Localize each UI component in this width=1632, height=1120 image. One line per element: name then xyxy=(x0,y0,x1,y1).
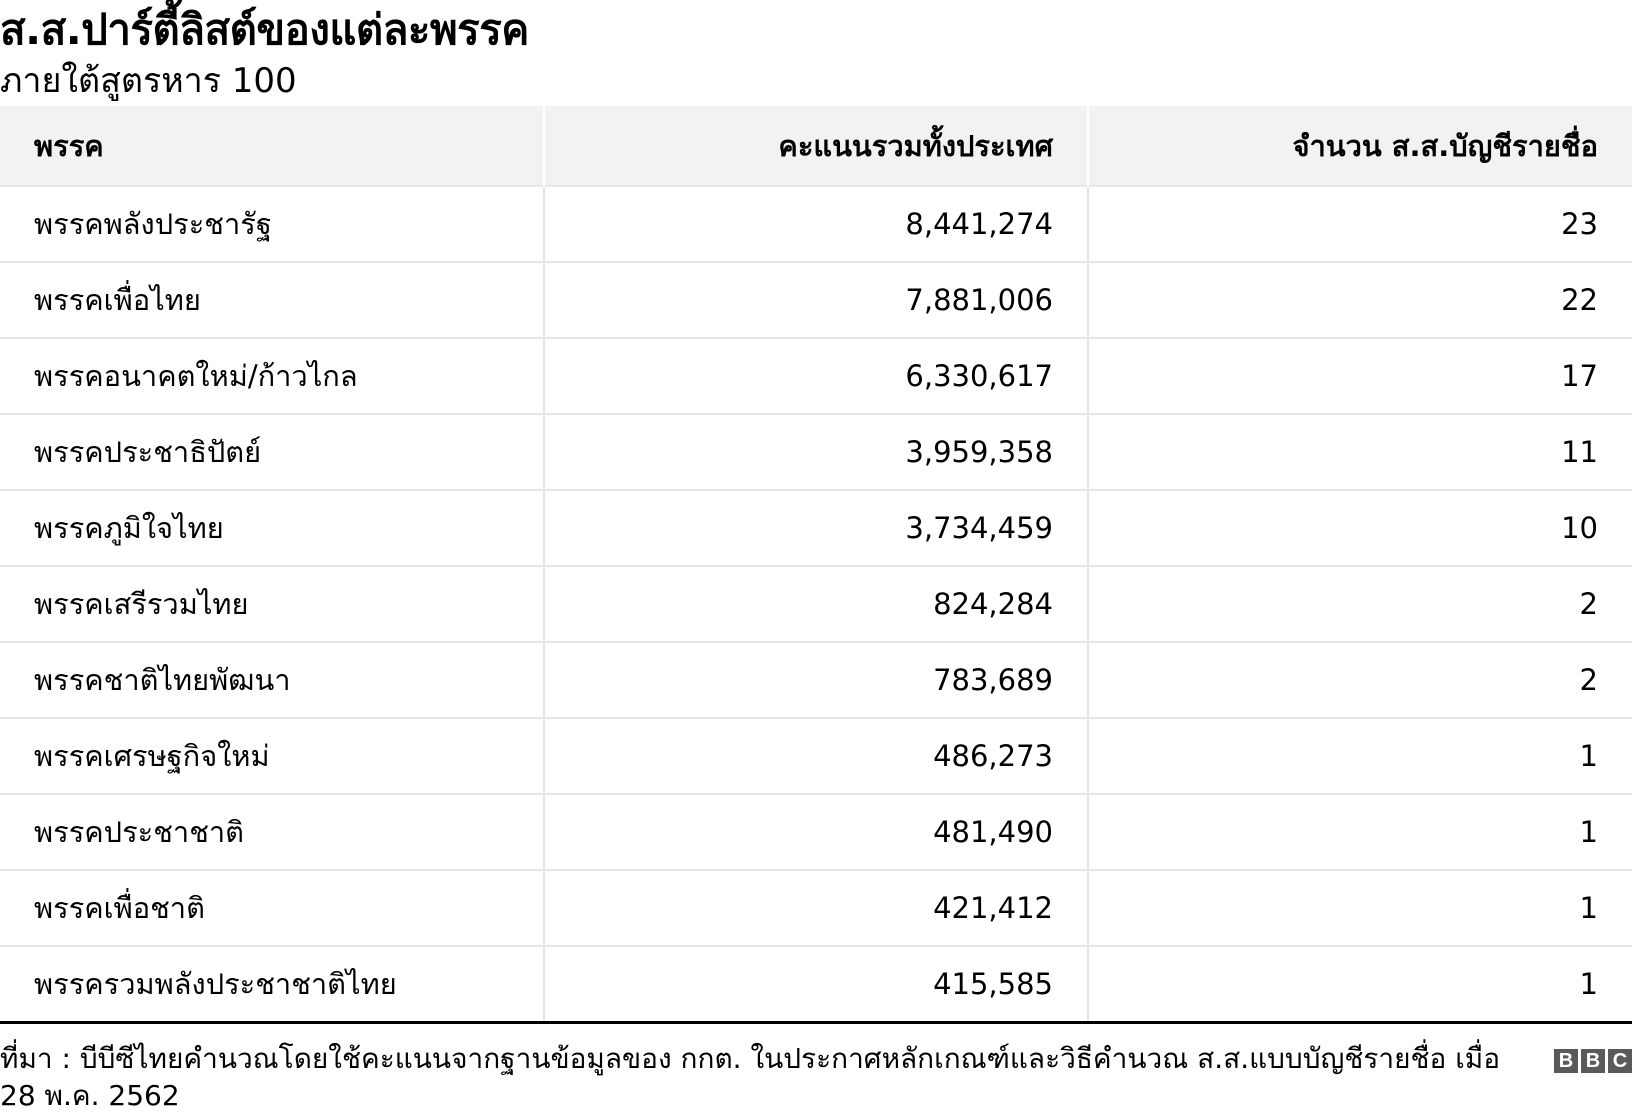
party-name-cell: พรรคประชาชาติ xyxy=(0,794,544,870)
list-seats-cell: 10 xyxy=(1088,490,1632,566)
table-row xyxy=(0,718,1632,794)
list-seats-cell: 1 xyxy=(1088,718,1632,794)
table-row xyxy=(0,566,1632,642)
list-seats-cell: 22 xyxy=(1088,262,1632,338)
party-name-cell: พรรครวมพลังประชาชาติไทย xyxy=(0,946,544,1022)
total-votes-cell: 783,689 xyxy=(544,642,1088,718)
list-seats-cell: 2 xyxy=(1088,566,1632,642)
party-name-cell: พรรคเพื่อไทย xyxy=(0,262,544,338)
total-votes-cell: 7,881,006 xyxy=(544,262,1088,338)
column-header-votes: คะแนนรวมทั้งประเทศ xyxy=(544,106,1088,186)
bbc-logo-letter-3: C xyxy=(1608,1049,1632,1073)
total-votes-cell: 481,490 xyxy=(544,794,1088,870)
total-votes-cell: 486,273 xyxy=(544,718,1088,794)
total-votes-cell: 3,959,358 xyxy=(544,414,1088,490)
source-note: ที่มา : บีบีซีไทยคำนวณโดยใช้คะแนนจากฐานข้อมูลของ กกต. ในประกาศหลักเกณฑ์และวิธีคำนวณ ส.ส.แบบบัญชีรายชื่อ เมื่อ 28 พ.ค. 2562 xyxy=(0,1042,1501,1112)
table-row xyxy=(0,794,1632,870)
table-row xyxy=(0,414,1632,490)
list-seats-cell: 1 xyxy=(1088,946,1632,1022)
list-seats-cell: 17 xyxy=(1088,338,1632,414)
table-row xyxy=(0,642,1632,718)
column-header-seats: จำนวน ส.ส.บัญชีรายชื่อ xyxy=(1088,106,1632,186)
bbc-logo-letter-1: B xyxy=(1554,1049,1578,1073)
total-votes-cell: 415,585 xyxy=(544,946,1088,1022)
table-header-row xyxy=(0,106,1632,186)
total-votes-cell: 421,412 xyxy=(544,870,1088,946)
table-row xyxy=(0,490,1632,566)
bbc-logo-letter-2: B xyxy=(1581,1049,1605,1073)
list-seats-cell: 23 xyxy=(1088,186,1632,262)
list-seats-cell: 1 xyxy=(1088,794,1632,870)
bbc-logo xyxy=(1554,1049,1632,1073)
total-votes-cell: 3,734,459 xyxy=(544,490,1088,566)
total-votes-cell: 8,441,274 xyxy=(544,186,1088,262)
results-table xyxy=(0,106,1632,1024)
table-row xyxy=(0,870,1632,946)
list-seats-cell: 11 xyxy=(1088,414,1632,490)
list-seats-cell: 1 xyxy=(1088,870,1632,946)
party-name-cell: พรรคอนาคตใหม่/ก้าวไกล xyxy=(0,338,544,414)
total-votes-cell: 824,284 xyxy=(544,566,1088,642)
column-header-party: พรรค xyxy=(0,106,544,186)
party-name-cell: พรรคเศรษฐกิจใหม่ xyxy=(0,718,544,794)
party-name-cell: พรรคภูมิใจไทย xyxy=(0,490,544,566)
party-name-cell: พรรคประชาธิปัตย์ xyxy=(0,414,544,490)
table-row xyxy=(0,946,1632,1022)
table-body xyxy=(0,186,1632,1022)
party-name-cell: พรรคชาติไทยพัฒนา xyxy=(0,642,544,718)
party-name-cell: พรรคเสรีรวมไทย xyxy=(0,566,544,642)
table-row xyxy=(0,338,1632,414)
party-name-cell: พรรคพลังประชารัฐ xyxy=(0,186,544,262)
chart-footer xyxy=(0,1040,1632,1120)
table-row xyxy=(0,262,1632,338)
party-name-cell: พรรคเพื่อชาติ xyxy=(0,870,544,946)
results-table-container xyxy=(0,106,1632,1024)
chart-title: ส.ส.ปาร์ตี้ลิสต์ของแต่ละพรรค xyxy=(0,5,529,54)
table-row xyxy=(0,186,1632,262)
total-votes-cell: 6,330,617 xyxy=(544,338,1088,414)
chart-subtitle: ภายใต้สูตรหาร 100 xyxy=(0,61,297,101)
list-seats-cell: 2 xyxy=(1088,642,1632,718)
